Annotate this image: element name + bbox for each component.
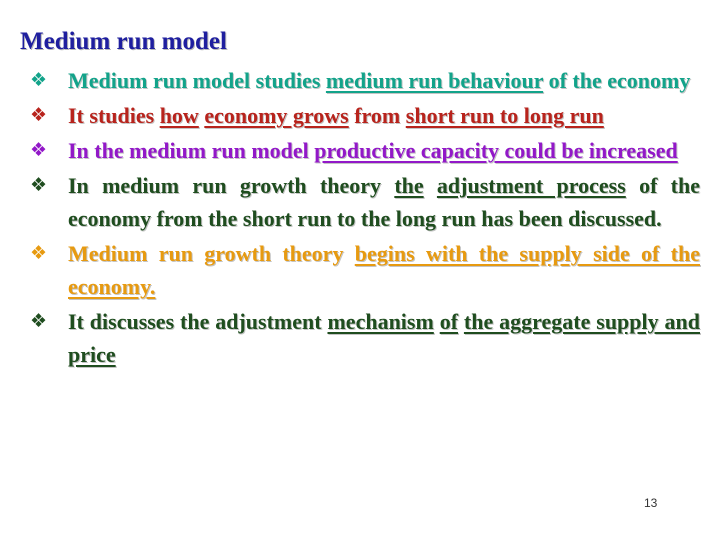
page-number: 13 xyxy=(644,496,658,510)
underlined-text: the xyxy=(394,173,424,198)
underlined-text: begins with the supply side of the economy. xyxy=(68,241,700,299)
underlined-text: of xyxy=(439,309,459,334)
underlined-text: medium run behaviour xyxy=(325,68,544,93)
four-diamond-bullet-icon: ❖ xyxy=(30,242,48,264)
bullet-item xyxy=(30,64,700,97)
bullet-text: In the medium run model xyxy=(68,138,315,163)
bullet-item xyxy=(30,99,700,132)
bullet-text: of the economy xyxy=(543,68,691,93)
underlined-text: the aggregate supply and price xyxy=(68,309,700,367)
four-diamond-bullet-icon: ❖ xyxy=(30,174,48,196)
four-diamond-bullet-icon: ❖ xyxy=(30,104,48,126)
underlined-text: productive capacity could be increased xyxy=(314,138,678,163)
underlined-text: short run to long run xyxy=(405,103,604,128)
bullet-item xyxy=(30,305,700,371)
underlined-text: economy grows xyxy=(204,103,349,128)
bullet-text: It discusses the adjustment xyxy=(68,309,328,334)
bullet-item xyxy=(30,169,700,235)
bullet-text: Medium run model studies xyxy=(68,68,326,93)
four-diamond-bullet-icon: ❖ xyxy=(30,139,48,161)
bullet-item xyxy=(30,134,700,167)
slide-title: Medium run model xyxy=(20,28,227,55)
bullet-text: It studies xyxy=(68,103,160,128)
bullet-text: In medium run growth theory xyxy=(68,173,395,198)
four-diamond-bullet-icon: ❖ xyxy=(30,310,48,332)
bullet-text: of the economy from the short run to the long run has been discussed. xyxy=(68,173,700,231)
bullet-text xyxy=(424,173,437,198)
four-diamond-bullet-icon: ❖ xyxy=(30,69,48,91)
bullet-list xyxy=(30,64,700,373)
bullet-text: Medium run growth theory xyxy=(68,241,355,266)
underlined-text: mechanism xyxy=(327,309,434,334)
bullet-item xyxy=(30,237,700,303)
underlined-text: adjustment process xyxy=(436,173,626,198)
bullet-text: from xyxy=(348,103,406,128)
underlined-text: how xyxy=(159,103,199,128)
